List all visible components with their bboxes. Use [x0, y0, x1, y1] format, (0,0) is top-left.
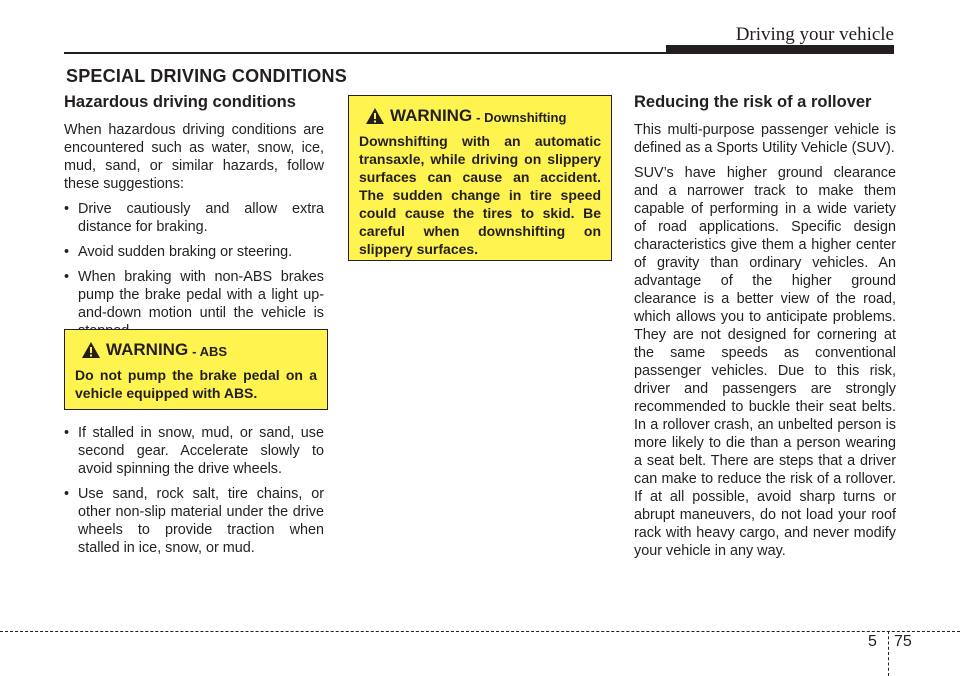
hazard-column-continued: [64, 424, 324, 564]
header-rule: [64, 52, 894, 54]
header-rule-tab: [666, 45, 894, 52]
warning-triangle-icon: [365, 107, 385, 125]
warning-subtitle: - ABS: [192, 344, 228, 359]
footer-rule: [0, 631, 960, 632]
rollover-heading: Reducing the risk of a rollover: [634, 93, 872, 111]
warning-subtitle: - Downshifting: [476, 110, 567, 125]
hazard-bullet: • Drive cautiously and allow extra distance for braking.: [64, 200, 324, 236]
hazard-bullet: • When braking with non-ABS brakes pump the brake pedal with a light up-and-down motion until the vehicle is: [64, 268, 324, 340]
hazard-intro: When hazardous driving conditions are encountered such as water, snow, ice, mud, sand, or similar hazards, follow these suggestions:: [64, 122, 324, 192]
page-separator: [888, 631, 889, 676]
warning-label: WARNING: [390, 106, 473, 125]
warning-box-downshifting: [348, 95, 612, 261]
hazard-heading: Hazardous driving conditions: [64, 93, 296, 111]
warning-text: Downshifting with an automatic transaxle, while driving on slippery surfaces can cause an accident. The sudden change in tire speed could cause the tires to skid. Be careful when downshifting on slippery surfaces.: [359, 133, 601, 257]
section-title: SPECIAL DRIVING CONDITIONS: [66, 66, 347, 86]
rollover-column: [634, 93, 896, 567]
section-number: 5: [868, 633, 877, 650]
warning-box-abs: [64, 329, 328, 410]
warning-label: WARNING: [106, 340, 189, 359]
warning-text: Do not pump the brake pedal on a vehicle equipped with ABS.: [75, 367, 317, 401]
rollover-paragraph: SUV’s have higher ground clearance and a narrower track to make them capable of performing in a wide variety of road applications. Specific design characteristics give them a higher center of gravity than ordinary vehicles. An advantage of the higher ground clearance is a better view of the road, which allows you to anticipate problems. They are not designed for cornering at the same speeds as conventional passenger vehicles. Due to this risk, driver and passengers are strongly recommended to buckle their seat belts. In a rollover crash, an unbelted person is more likely to die than a person wearing a seat belt. There are steps that a driver can make to reduce the risk of a rollover. If at all possible, avoid sharp turns or abrupt maneuvers, do not load your roof rack with heavy cargo, and never modify your vehicle in any way.: [634, 165, 896, 559]
rollover-paragraph: This multi-purpose passenger vehicle is defined as a Sports Utility Vehicle (SUV).: [634, 122, 896, 156]
page-number: 75: [894, 633, 912, 650]
hazard-bullet: • Use sand, rock salt, tire chains, or other non-slip material under the drive wheels to provide traction when stalled in ice, snow, or mud.: [64, 485, 324, 557]
header-title: Driving your vehicle: [735, 24, 894, 45]
warning-triangle-icon: [81, 341, 101, 359]
hazard-bullet: • Avoid sudden braking or steering.: [64, 243, 324, 261]
hazard-column: [64, 93, 324, 347]
hazard-bullet: • If stalled in snow, mud, or sand, use second gear. Accelerate slowly to avoid spinning the drive wheels.: [64, 424, 324, 478]
